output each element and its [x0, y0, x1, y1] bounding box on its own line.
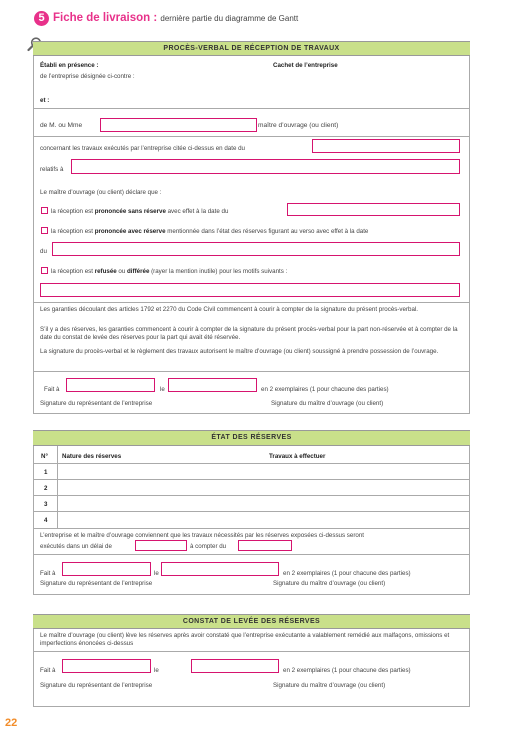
signature-entreprise-label: Signature du représentant de l’entreprise — [40, 580, 153, 587]
exemplaires-label: en 2 exemplaires (1 pour chacune des parties) — [283, 667, 411, 674]
le-date-field[interactable] — [191, 659, 279, 673]
option-sans-reserve-checkbox[interactable] — [41, 207, 48, 214]
compter-date-field[interactable] — [238, 540, 292, 551]
cachet-label: Cachet de l’entreprise — [273, 62, 338, 69]
option-avec-reserve-label: la réception est prononcée avec réserve mentionnée dans l’état des réserves figurant au verso avec effet à la date — [51, 228, 369, 235]
delai-line2: exécutés dans un délai de — [40, 543, 112, 550]
delai-line1: L’entreprise et le maître d’ouvrage conviennent que les travaux nécessités par les réserves exposées ci-dessus seront — [40, 532, 364, 539]
date-travaux-field[interactable] — [312, 139, 460, 153]
maitre-name-field[interactable] — [100, 118, 257, 132]
concernant-label: concernant les travaux exécutés par l’entreprise citée ci-dessus en date du — [40, 145, 245, 152]
constat-heading: CONSTAT DE LEVÉE DES RÉSERVES — [33, 614, 470, 629]
fait-label: Fait à — [40, 667, 56, 674]
maitre-label: maître d’ouvrage (ou client) — [258, 122, 339, 129]
relatifs-label: relatifs à — [40, 166, 64, 173]
divider — [33, 108, 470, 109]
divider — [33, 413, 470, 414]
garanties-paragraph: Les garanties découlant des articles 1792 et 2270 du Code Civil commencent à courir à compter de la signature du présent procès-verbal. — [40, 306, 418, 313]
page-title — [53, 11, 298, 26]
col-no-header: N° — [41, 453, 48, 460]
entreprise-line: de l’entreprise désignée ci-contre : — [40, 73, 135, 80]
divider — [33, 463, 470, 464]
signature-paragraph: La signature du procès-verbal et le règlement des travaux autorisent le maître d’ouvrage (ou client) soussigné à prendre possession de l’ouvrage. — [40, 348, 439, 355]
le-label: le — [160, 386, 165, 393]
col-travaux-header: Travaux à effectuer — [269, 453, 326, 460]
divider — [33, 371, 470, 372]
exemplaires-label: en 2 exemplaires (1 pour chacune des parties) — [283, 570, 411, 577]
fait-a-field[interactable] — [66, 378, 155, 392]
table-row — [33, 495, 470, 496]
delai-field[interactable] — [135, 540, 187, 551]
fait-a-field[interactable] — [62, 659, 151, 673]
fait-label: Fait à — [44, 386, 60, 393]
option-refusee-checkbox[interactable] — [41, 267, 48, 274]
step-number-badge: 5 — [34, 11, 49, 26]
signature-entreprise-label: Signature du représentant de l’entreprise — [40, 682, 153, 689]
exemplaires-label: en 2 exemplaires (1 pour chacune des parties) — [261, 386, 389, 393]
le-date-field[interactable] — [168, 378, 257, 392]
reception-frame — [33, 41, 470, 413]
constat-paragraph: Le maître d’ouvrage (ou client) lève les réserves après avoir constaté que l’entreprise exécutante a valablement remédié aux malfaçons, omissions et imperfections énoncées ci-dessus — [40, 632, 450, 647]
compter-label: à compter du — [190, 543, 227, 550]
signature-maitre-label: Signature du maître d’ouvrage (ou client) — [273, 580, 386, 587]
monsieur-label: de M. ou Mme — [40, 122, 83, 129]
signature-entreprise-label: Signature du représentant de l’entreprise — [40, 400, 153, 407]
date-avec-reserve-field[interactable] — [52, 242, 460, 256]
fait-label: Fait à — [40, 570, 56, 577]
table-row-number: 2 — [44, 485, 48, 492]
etabli-label: Établi en présence : — [40, 62, 99, 69]
etat-heading: ÉTAT DES RÉSERVES — [33, 430, 470, 446]
divider — [33, 554, 470, 555]
col-nature-header: Nature des réserves — [62, 453, 122, 460]
reserves-paragraph: S’il y a des réserves, les garanties commencent à courir à compter de la signature du présent procès-verbal pour la part non-réservée et à compter de la date du constat de levée des réserves pour la part qui avait été réservée. — [40, 326, 458, 341]
divider — [33, 651, 470, 652]
option-refusee-label: la réception est refusée ou différée (rayer la mention inutile) pour les motifs suivants : — [51, 268, 288, 275]
subtitle-text: dernière partie du diagramme de Gantt — [160, 14, 299, 23]
le-date-field[interactable] — [161, 562, 279, 576]
option-avec-reserve-du: du — [40, 248, 47, 255]
motifs-field[interactable] — [40, 283, 460, 297]
fait-a-field[interactable] — [62, 562, 151, 576]
table-row — [33, 479, 470, 480]
page-number: 22 — [5, 717, 18, 729]
title-text: Fiche de livraison : — [53, 12, 158, 24]
reception-heading: PROCÈS-VERBAL DE RÉCEPTION DE TRAVAUX — [33, 41, 470, 56]
signature-maitre-label: Signature du maître d’ouvrage (ou client) — [271, 400, 384, 407]
divider — [33, 528, 470, 529]
table-row-number: 1 — [44, 469, 48, 476]
relatifs-field[interactable] — [71, 159, 460, 174]
date-sans-reserve-field[interactable] — [287, 203, 460, 216]
le-label: le — [154, 570, 159, 577]
option-sans-reserve-label: la réception est prononcée sans réserve avec effet à la date du — [51, 208, 229, 215]
divider — [33, 594, 470, 595]
declare-label: Le maître d’ouvrage (ou client) déclare que : — [40, 189, 162, 196]
table-row — [33, 511, 470, 512]
divider — [33, 136, 470, 137]
le-label: le — [154, 667, 159, 674]
option-avec-reserve-checkbox[interactable] — [41, 227, 48, 234]
et-label: et : — [40, 97, 50, 104]
table-row-number: 3 — [44, 501, 48, 508]
divider — [33, 302, 470, 303]
divider — [33, 706, 470, 707]
table-row-number: 4 — [44, 517, 48, 524]
column-divider — [57, 446, 58, 528]
signature-maitre-label: Signature du maître d’ouvrage (ou client) — [273, 682, 386, 689]
